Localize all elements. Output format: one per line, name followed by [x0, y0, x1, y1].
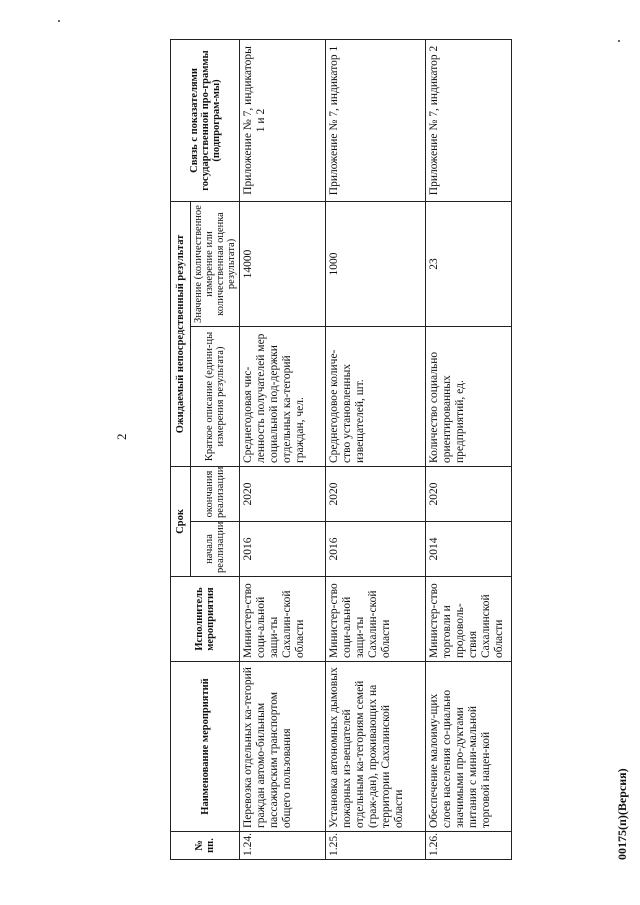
row-link: Приложение № 7, индикаторы 1 и 2	[240, 39, 326, 201]
document-footer-code: 00175(п)(Версия)	[615, 768, 629, 860]
row-start: 2016	[240, 522, 326, 577]
row-value: 14000	[240, 201, 326, 326]
row-end: 2020	[326, 466, 426, 521]
header-executor: Исполнитель мероприятия	[171, 577, 240, 662]
scan-speck	[58, 20, 60, 22]
row-link: Приложение № 7, индикатор 2	[426, 39, 512, 201]
header-num: № пп.	[171, 832, 240, 860]
row-description: Количество социально ориентированных предприятий, ед.	[426, 326, 512, 466]
header-value: Значение (количественное измерение или количественная оценка результата)	[191, 201, 240, 326]
header-start: начала реализации	[191, 522, 240, 577]
header-link: Связь с показателями государственной про-граммы (подпрограм-мы)	[171, 39, 240, 201]
page-number: 2	[114, 433, 129, 440]
table-row	[240, 39, 326, 859]
row-end: 2020	[240, 466, 326, 521]
row-num: 1.24.	[240, 832, 326, 860]
row-executor: Министер-ство соци-альной защи-ты Сахалин-ской области	[240, 577, 326, 662]
measures-table-sheet	[170, 40, 505, 860]
row-num: 1.26.	[426, 832, 512, 860]
row-description: Среднегодовая чис-ленность получателей мер социальной под-держки отдельных ка-тегорий граждан, чел.	[240, 326, 326, 466]
row-value: 23	[426, 201, 512, 326]
row-executor: Министер-ство торговли и продоволь-ствия Сахалинской области	[426, 577, 512, 662]
row-description: Среднегодовое количе-ство установленных извещателей, шт.	[326, 326, 426, 466]
header-description: Краткое описание (едини-цы измерения результата)	[191, 326, 240, 466]
header-expected: Ожидаемый непосредственный результат	[171, 201, 191, 466]
header-term: Срок	[171, 466, 191, 576]
row-num: 1.25.	[326, 832, 426, 860]
table-row	[326, 39, 426, 859]
row-start: 2016	[326, 522, 426, 577]
row-executor: Министер-ство соци-альной защи-ты Сахалин-ской области	[326, 577, 426, 662]
header-end: окончания реализации	[191, 466, 240, 521]
measures-table	[170, 39, 512, 860]
row-value: 1000	[326, 201, 426, 326]
row-name: Установка автономных дымовых пожарных из-вещателей отдельным ка-тегориям семей (граж-дан), проживающих на территории Сахалинской области	[326, 662, 426, 832]
header-name: Наименование мероприятий	[171, 662, 240, 832]
row-link: Приложение № 7, индикатор 1	[326, 39, 426, 201]
scan-speck	[618, 40, 620, 42]
table-row	[426, 39, 512, 859]
row-end: 2020	[426, 466, 512, 521]
row-start: 2014	[426, 522, 512, 577]
row-name: Обеспечение малоиму-щих слоев населения со-циально значимыми про-дуктами питания с мини-мальной торговой нацен-кой	[426, 662, 512, 832]
row-name: Перевозка отдельных ка-тегорий граждан автомо-бильным пассажирским транспортом общего пользования	[240, 662, 326, 832]
